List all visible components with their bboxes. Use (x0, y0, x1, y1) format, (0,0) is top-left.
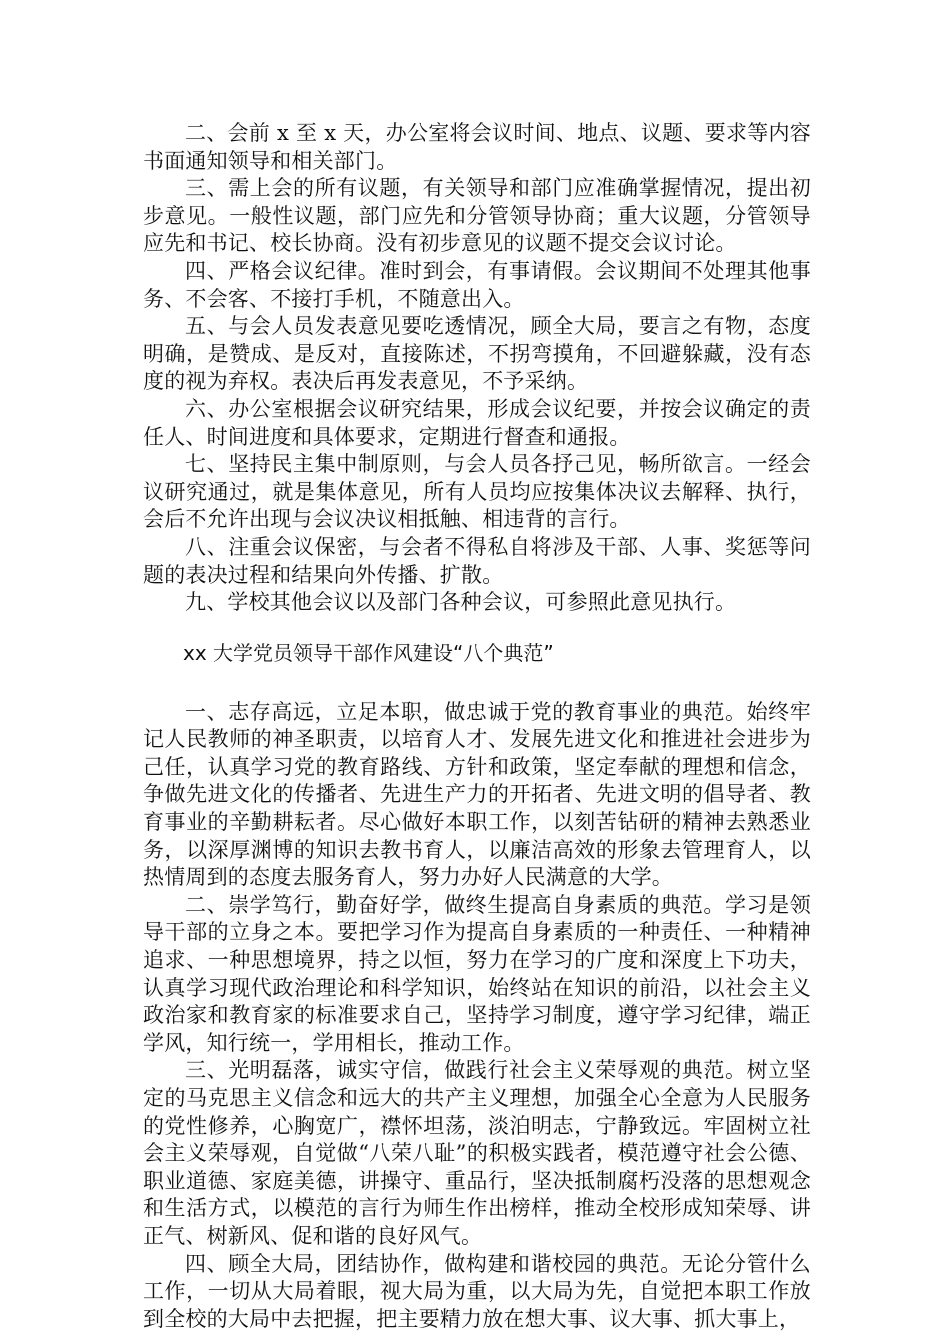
rule-item-7: 七、坚持民主集中制原则，与会人员各抒己见，畅所欲言。一经会议研究通过，就是集体意见，所有人员均应按集体决议去解释、执行，会后不允许出现与会议决议相抵触、相违背的言行。 (143, 452, 811, 532)
rule-item-3: 三、需上会的所有议题，有关领导和部门应准确掌握情况，提出初步意见。一般性议题，部门应先和分管领导协商；重大议题，分管领导应先和书记、校长协商。没有初步意见的议题不提交会议讨论。 (143, 176, 811, 256)
meeting-rules-section (143, 120, 811, 617)
model-item-2: 二、崇学笃行，勤奋好学，做终生提高自身素质的典范。学习是领导干部的立身之本。要把学习作为提高自身素质的一种责任、一种精神追求、一种思想境界，持之以恒，努力在学习的广度和深度上下功夫，认真学习现代政治理论和科学知识，始终站在知识的前沿，以社会主义政治家和教育家的标准要求自己，坚持学习制度，遵守学习纪律，端正学风，知行统一，学用相长，推动工作。 (143, 892, 811, 1055)
model-item-3: 三、光明磊落，诚实守信，做践行社会主义荣辱观的典范。树立坚定的马克思主义信念和远大的共产主义理想，加强全心全意为人民服务的党性修养，心胸宽广，襟怀坦荡，淡泊明志，宁静致远。牢固树立社会主义荣辱观，自觉做“八荣八耻”的积极实践者，模范遵守社会公德、职业道德、家庭美德，讲操守、重品行，坚决抵制腐朽没落的思想观念和生活方式，以模范的言行为师生作出榜样，推动全校形成知荣辱、讲正气、树新风、促和谐的良好风气。 (143, 1058, 811, 1248)
rule-item-5: 五、与会人员发表意见要吃透情况，顾全大局，要言之有物，态度明确，是赞成、是反对，直接陈述，不拐弯摸角，不回避躲藏，没有态度的视为弃权。表决后再发表意见，不予采纳。 (143, 314, 811, 394)
rule-item-9: 九、学校其他会议以及部门各种会议，可参照此意见执行。 (185, 590, 737, 615)
model-item-4: 四、顾全大局，团结协作，做构建和谐校园的典范。无论分管什么工作，一切从大局着眼，视大局为重，以大局为先，自觉把本职工作放到全校的大局中去把握，把主要精力放在想大事、议大事、抓大事上， (143, 1251, 811, 1331)
document-page (143, 120, 811, 1333)
rule-item-6: 六、办公室根据会议研究结果，形成会议纪要，并按会议确定的责任人、时间进度和具体要求，定期进行督查和通报。 (143, 396, 811, 449)
rule-item-4: 四、严格会议纪律。准时到会，有事请假。会议期间不处理其他事务、不会客、不接打手机，不随意出入。 (143, 258, 811, 311)
rule-item-2: 二、会前 x 至 x 天，办公室将会议时间、地点、议题、要求等内容书面通知领导和相关部门。 (143, 121, 811, 173)
eight-models-section (143, 699, 811, 1334)
model-item-1: 一、志存高远，立足本职，做忠诚于党的教育事业的典范。始终牢记人民教师的神圣职责，以培育人才、发展先进文化和推进社会进步为己任，认真学习党的教育路线、方针和政策，坚定奉献的理想和信念，争做先进文化的传播者、先进生产力的开拓者、先进文明的倡导者、教育事业的辛勤耕耘者。尽心做好本职工作，以刻苦钻研的精神去熟悉业务，以深厚渊博的知识去教书育人，以廉洁高效的形象去管理育人，以热情周到的态度去服务育人，努力办好人民满意的大学。 (143, 699, 811, 890)
rule-item-8: 八、注重会议保密，与会者不得私自将涉及干部、人事、奖惩等问题的表决过程和结果向外传播、扩散。 (143, 534, 811, 587)
section-title: xx 大学党员领导干部作风建设“八个典范” (183, 640, 554, 665)
